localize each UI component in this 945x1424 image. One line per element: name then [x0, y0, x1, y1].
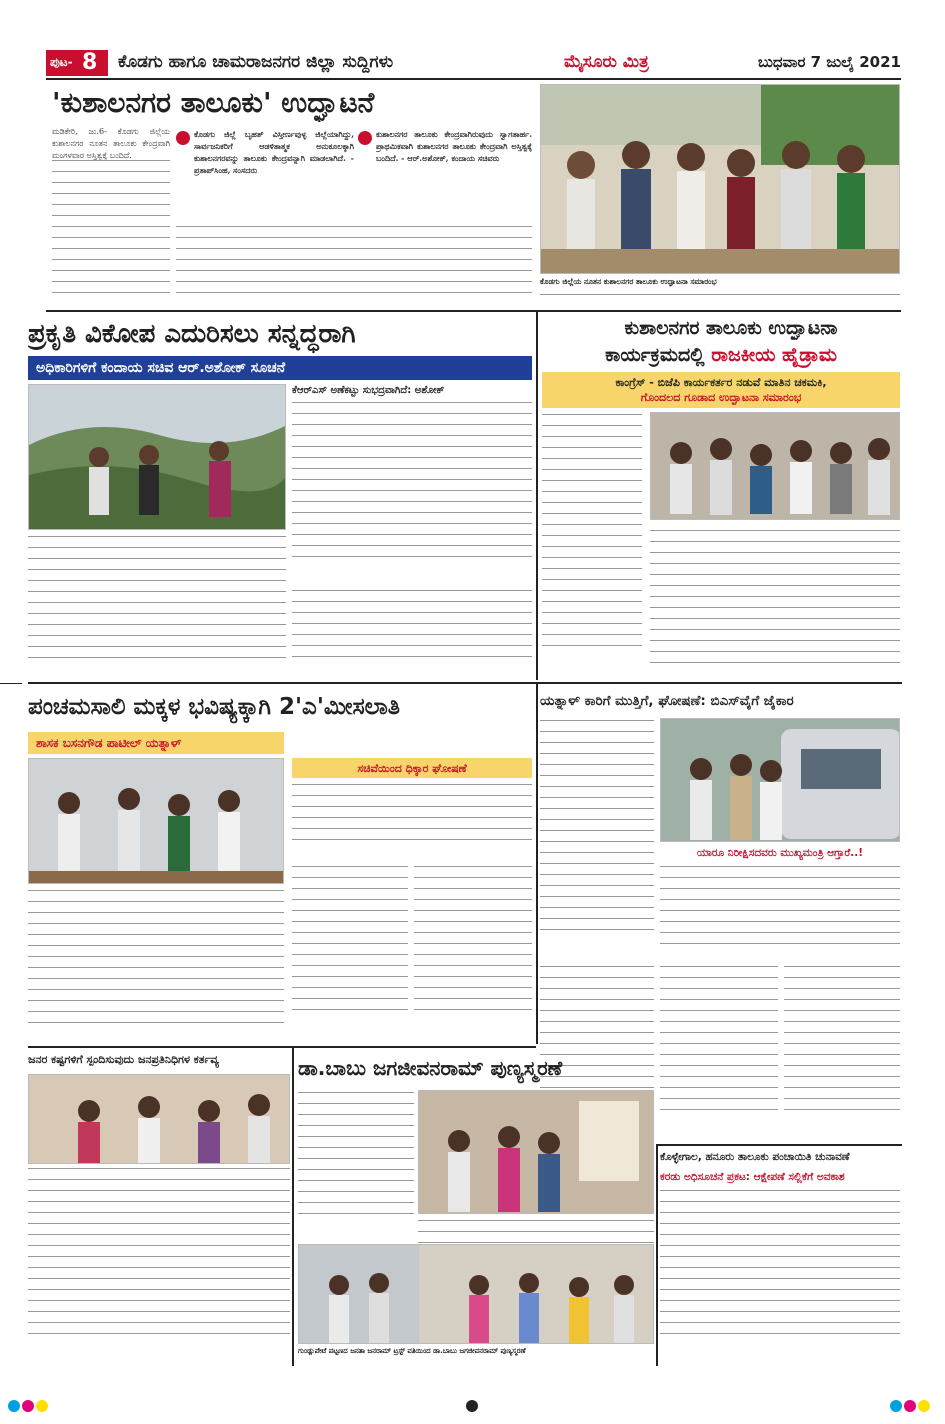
story1-lead: ಮಡಿಕೇರಿ, ಜು.6- ಕೊಡಗು ಜಿಲ್ಲೆಯ ಕುಶಾಲನಗರ ನೂತನ ತಾಲೂಕು ಕೇಂದ್ರವಾಗಿ ಮಂಗಳವಾರ ಅಸ್ತಿತ್ವಕ್ಕೆ ಬಂದಿದೆ.: [52, 127, 170, 160]
registration-mark-black: [466, 1400, 478, 1412]
masthead: [46, 50, 901, 76]
story1-photo-caption: ಕೊಡಗು ಜಿಲ್ಲೆಯ ನೂತನ ಕುಶಾಲನಗರ ತಾಲೂಕು ಉದ್ಘಾಟನಾ ಸಮಾರಂಭ: [540, 277, 717, 286]
registration-mark-yellow-right: [918, 1400, 930, 1412]
story5-headline: ಯತ್ನಾಳ್ ಕಾರಿಗೆ ಮುತ್ತಿಗೆ, ಘೋಷಣೆ: ಬಿಎಸ್‌ವೈಗೆ ಜೈಕಾರ: [540, 693, 794, 709]
page-label: ಪುಟ-: [50, 55, 73, 69]
story2-body-col2: [292, 590, 532, 678]
story3-photo: [650, 412, 900, 520]
story7-photo1: [418, 1090, 654, 1214]
story3-body-col2: [650, 530, 900, 678]
vertical-divider-2: [536, 684, 538, 1044]
story1-body-right: [540, 294, 900, 306]
newspaper-brand: ಮೈಸೂರು ಮಿತ್ರ: [564, 52, 649, 72]
divider-4: [656, 1144, 902, 1146]
story7-body-col1: [298, 1092, 414, 1240]
registration-mark-cyan-right: [890, 1400, 902, 1412]
story4-tag: ಶಾಸಕ ಬಸನಗೌಡ ಪಾಟೀಲ್ ಯತ್ನಾಳ್: [28, 732, 284, 754]
story4-inset-body: [292, 784, 532, 860]
section-title: ಕೊಡಗು ಹಾಗೂ ಚಾಮರಾಜನಗರ ಜಿಲ್ಲಾ ಸುದ್ದಿಗಳು: [118, 52, 394, 72]
story3-headline-highlight: ರಾಜಕೀಯ ಹೈಡ್ರಾಮ: [711, 344, 837, 366]
story2-inset-body: [292, 402, 532, 582]
story5-body-col3: [784, 966, 900, 1142]
story1-body-col1: [52, 160, 170, 308]
story4-photo: [28, 758, 284, 884]
story2-photo-image: [29, 385, 286, 530]
divider-1: [46, 310, 901, 312]
story1-headline: 'ಕುಶಾಲನಗರ ತಾಲೂಕು' ಉದ್ಘಾಟನೆ: [52, 86, 375, 119]
story7-photo1-image: [419, 1091, 654, 1214]
story3-subhead-box: [542, 372, 900, 408]
story5-body-col1: [540, 720, 654, 960]
story3-subhead1: ಕಾಂಗ್ರೆಸ್ - ಬಿಜೆಪಿ ಕಾರ್ಯಕರ್ತರ ನಡುವೆ ಮಾತಿನ ಚಕಮಕಿ,: [615, 376, 827, 389]
story5-body-col2: [660, 966, 778, 1142]
story2-body-col1: [28, 536, 286, 676]
story4-photo-image: [29, 759, 284, 884]
registration-mark-yellow: [36, 1400, 48, 1412]
story4-body-col2: [292, 866, 408, 1042]
story8-headline: ಕೊಳ್ಳೇಗಾಲ, ಹನೂರು ತಾಲೂಕು ಪಂಚಾಯಿತಿ ಚುನಾವಣೆ: [660, 1151, 850, 1163]
registration-mark-cyan: [8, 1400, 20, 1412]
story3-headline-line1: ಕುಶಾಲನಗರ ತಾಲೂಕು ಉದ್ಘಾಟನಾ: [624, 317, 838, 339]
story6-photo: [28, 1074, 290, 1164]
vertical-divider-3: [292, 1048, 294, 1366]
story4-body-col1: [28, 890, 284, 1040]
story5-photo-image: [661, 719, 900, 842]
quote2-bullet-icon: [358, 130, 372, 149]
story4-headline: ಪಂಚಮಸಾಲಿ ಮಕ್ಕಳ ಭವಿಷ್ಯಕ್ಕಾಗಿ 2'ಎ'ಮೀಸಲಾತಿ: [28, 694, 400, 720]
story7-headline: ಡಾ.ಬಾಬು ಜಗಜೀವನರಾಮ್ ಪುಣ್ಯಸ್ಮರಣೆ: [298, 1056, 563, 1080]
story2-photo: [28, 384, 286, 530]
story7-photo2-image: [299, 1245, 654, 1344]
story5-inset-body: [660, 866, 900, 960]
story6-headline: ಜನರ ಕಷ್ಟಗಳಿಗೆ ಸ್ಪಂದಿಸುವುದು ಜನಪ್ರತಿನಿಧಿಗಳ ಕರ್ತವ್ಯ: [28, 1053, 219, 1066]
divider-2: [28, 682, 902, 684]
quote1-bullet-icon: [176, 130, 190, 149]
registration-mark-magenta: [22, 1400, 34, 1412]
story5-inset-title: ಯಾರೂ ನಿರೀಕ್ಷಿಸದವರು ಮುಖ್ಯಮಂತ್ರಿ ಆಗ್ತಾರೆ..!: [696, 847, 864, 859]
story3-photo-image: [651, 413, 900, 520]
story4-body-col3: [414, 866, 532, 1042]
divider-3: [28, 1046, 536, 1048]
story1-quote2: ಕುಶಾಲನಗರ ತಾಲೂಕು ಕೇಂದ್ರವಾಗಿರುವುದು ಸ್ವಾಗತಾರ್ಹ. ಪ್ರಾಥಮಿಕವಾಗಿ ಕುಶಾಲನಗರ ತಾಲೂಕು ಕೇಂದ್ರವಾಗಿ ಅಸ್ತಿತ್ವಕ್ಕೆ ಬಂದಿದೆ. - ಆರ್.ಅಶೋಕ್, ಕಂದಾಯ ಸಚಿವರು: [376, 129, 532, 163]
story8-body: [660, 1190, 900, 1366]
story3-headline-line2: [542, 342, 900, 368]
margin-mark: [0, 683, 22, 684]
page-number-badge: [46, 50, 108, 76]
masthead-rule: [46, 78, 901, 80]
story1-body-cols: [176, 226, 532, 306]
story7-photo2: [298, 1244, 654, 1344]
story1-quote1: ಕೊಡಗು ಜಿಲ್ಲೆ ಬೃಹತ್ ವಿಸ್ತೀರ್ಣವುಳ್ಳ ಜಿಲ್ಲೆಯಾಗಿದ್ದು, ಸಾರ್ವಜನಿಕರಿಗೆ ಆಡಳಿತಾತ್ಮಕ ಅನುಕೂಲಕ್ಕಾಗಿ ಕುಶಾಲನಗರವನ್ನು ತಾಲೂಕು ಕೇಂದ್ರವನ್ನಾಗಿ ಮಾಡಲಾಗಿದೆ. - ಪ್ರತಾಪ್‌ಸಿಂಹ, ಸಂಸದರು: [194, 129, 354, 175]
page-number: 8: [82, 50, 98, 75]
story4-inset-title: ಸಚಿವೆಯಿಂದ ಧಿಕ್ಕಾರ ಘೋಷಣೆ: [292, 758, 532, 778]
story6-body: [28, 1168, 290, 1364]
story5-photo: [660, 718, 900, 842]
story2-subhead: ಅಧಿಕಾರಿಗಳಿಗೆ ಕಂದಾಯ ಸಚಿವ ಆರ್.ಅಶೋಕ್ ಸೂಚನೆ: [28, 356, 532, 380]
story1-photo-image: [541, 85, 900, 274]
story8-subhead: ಕರಡು ಅಧಿಸೂಚನೆ ಪ್ರಕಟ: ಆಕ್ಷೇಪಣೆ ಸಲ್ಲಿಕೆಗೆ ಅವಕಾಶ: [660, 1171, 845, 1183]
issue-date: ಬುಧವಾರ 7 ಜುಲೈ 2021: [757, 53, 901, 71]
story6-photo-image: [29, 1075, 290, 1164]
story3-subhead2: ಗೊಂದಲದ ಗೂಡಾದ ಉದ್ಘಾಟನಾ ಸಮಾರಂಭ: [640, 391, 802, 404]
vertical-divider-4: [656, 1144, 658, 1366]
vertical-divider-1: [536, 312, 538, 680]
story7-caption: ಗುಂಡ್ಲುಪೇಟೆ ಪಟ್ಟಣದ ಜನತಾ ಜನರಾಮ್ ಟ್ರಸ್ಟ್ ವತಿಯಿಂದ ಡಾ.ಬಾಬು ಜಗಜೀವನರಾಮ್ ಪುಣ್ಯಸ್ಮರಣೆ: [298, 1347, 526, 1355]
story1-photo: [540, 84, 900, 274]
story3-headline-part-a: ಕಾರ್ಯಕ್ರಮದಲ್ಲಿ: [605, 344, 712, 366]
story3-body-col1: [542, 414, 642, 678]
registration-mark-magenta-right: [904, 1400, 916, 1412]
story2-inset-title: ಕೆಆರ್‌ಎಸ್ ಅಣೆಕಟ್ಟು ಸುಭದ್ರವಾಗಿದೆ: ಅಶೋಕ್: [292, 385, 445, 396]
story2-headline: ಪ್ರಕೃತಿ ವಿಕೋಪ ಎದುರಿಸಲು ಸನ್ನದ್ಧರಾಗಿ: [28, 319, 356, 349]
